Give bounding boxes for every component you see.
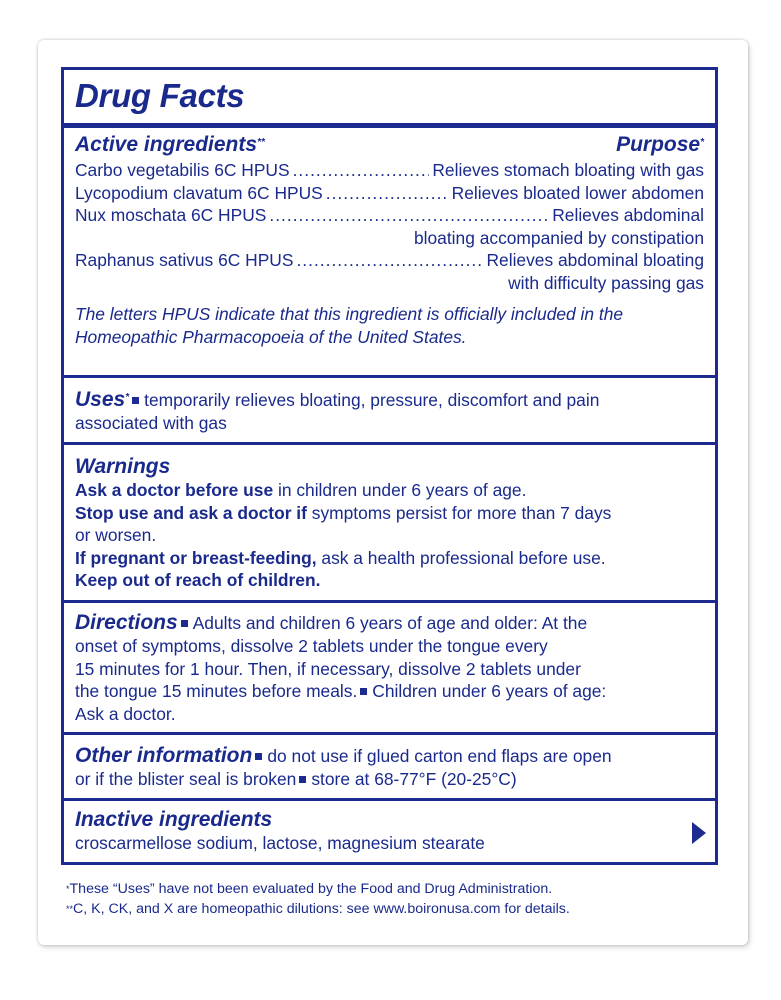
other-info-text: store at 68-77°F (20-25°C): [311, 769, 517, 789]
ingredient-row: [75, 249, 704, 272]
active-heading: Active ingredients: [75, 133, 258, 156]
directions-text: Ask a doctor.: [75, 703, 176, 724]
directions-text: Children under 6 years of age:: [372, 681, 607, 701]
ingredient-purpose: Relieves stomach bloating with gas: [432, 160, 704, 180]
ingredient-name: Nux moschata 6C HPUS: [75, 205, 267, 225]
bullet-icon: [181, 620, 188, 627]
section-rule: [64, 442, 715, 445]
warnings-heading: Warnings: [75, 455, 171, 478]
warning-bold: Ask a doctor before use: [75, 480, 274, 500]
purpose-heading-mark: *: [700, 137, 704, 148]
active-heading-mark: **: [257, 137, 265, 148]
ingredient-purpose: Relieves bloated lower abdomen: [451, 182, 704, 203]
footnote-mark: *: [66, 884, 70, 894]
ingredient-row: [75, 159, 704, 182]
page-title: Drug Facts: [75, 77, 245, 114]
warnings-section: [64, 455, 715, 592]
ingredient-name: Lycopodium clavatum 6C HPUS: [75, 182, 323, 203]
active-heading-row: [75, 133, 704, 157]
section-rule: [64, 732, 715, 735]
section-rule: [64, 600, 715, 603]
section-rule: [64, 798, 715, 801]
continue-arrow-icon: [692, 822, 706, 844]
leader-dots: [326, 182, 449, 205]
other-info-text: do not use if glued carton end flaps are open: [267, 746, 612, 766]
directions-section: [64, 611, 715, 725]
directions-text: 15 minutes for 1 hour. Then, if necessary, dissolve 2 tablets under: [75, 658, 581, 679]
leader-dots: [293, 159, 430, 182]
ingredient-purpose-continued: with difficulty passing gas: [508, 272, 704, 293]
directions-heading: Directions: [75, 611, 178, 634]
uses-section: [64, 388, 715, 435]
drug-facts-panel: [61, 67, 718, 865]
warning-bold: Stop use and ask a doctor if: [75, 502, 307, 523]
other-info-text: or if the blister seal is broken: [75, 769, 297, 789]
section-rule: [64, 375, 715, 378]
bullet-icon: [255, 753, 262, 760]
warning-text: ask a health professional before use.: [316, 547, 606, 568]
inactive-heading: Inactive ingredients: [75, 808, 273, 831]
warning-text: symptoms persist for more than 7 days: [306, 502, 612, 523]
ingredient-purpose: Relieves abdominal: [552, 205, 704, 225]
bullet-icon: [132, 397, 139, 404]
uses-text: temporarily relieves bloating, pressure, discomfort and pain: [144, 390, 600, 410]
ingredient-row: [75, 204, 704, 227]
leader-dots: [296, 249, 483, 272]
bullet-icon: [299, 776, 306, 783]
leader-dots: [269, 204, 549, 227]
footnote-mark: **: [66, 904, 74, 914]
uses-heading-mark: *: [125, 392, 130, 403]
footnote-text: These “Uses” have not been evaluated by the Food and Drug Administration.: [69, 881, 553, 897]
bullet-icon: [360, 688, 367, 695]
directions-text: Adults and children 6 years of age and older: At the: [192, 613, 588, 633]
inactive-ingredients-section: [64, 808, 715, 855]
other-info-section: [64, 744, 715, 791]
active-ingredients-section: [64, 133, 715, 348]
directions-text: the tongue 15 minutes before meals.: [75, 681, 358, 701]
ingredient-row: [75, 182, 704, 205]
inactive-text: croscarmellose sodium, lactose, magnesium stearate: [75, 833, 485, 853]
footnote-text: C, K, CK, and X are homeopathic dilutions: see www.boironusa.com for details.: [73, 901, 570, 917]
purpose-heading: Purpose: [616, 133, 701, 156]
uses-text-cont: associated with gas: [75, 413, 227, 433]
uses-heading: Uses: [75, 388, 126, 411]
title-rule: [64, 123, 715, 128]
footnotes: [66, 879, 706, 919]
other-info-heading: Other information: [75, 744, 253, 767]
hpus-note-line: The letters HPUS indicate that this ingredient is officially included in the: [75, 304, 624, 324]
warning-bold: Keep out of reach of children.: [75, 570, 321, 590]
ingredient-purpose-continued: bloating accompanied by constipation: [413, 227, 704, 248]
hpus-note-line: Homeopathic Pharmacopoeia of the United States.: [75, 326, 467, 347]
ingredient-purpose: Relieves abdominal bloating: [486, 250, 704, 270]
warning-bold: If pregnant or breast-feeding,: [75, 547, 317, 568]
warning-text: or worsen.: [75, 525, 157, 545]
ingredient-name: Raphanus sativus 6C HPUS: [75, 250, 294, 270]
warning-text: in children under 6 years of age.: [273, 480, 527, 500]
directions-text: onset of symptoms, dissolve 2 tablets under the tongue every: [75, 636, 548, 656]
ingredient-name: Carbo vegetabilis 6C HPUS: [75, 160, 290, 180]
title-section: [64, 76, 715, 116]
